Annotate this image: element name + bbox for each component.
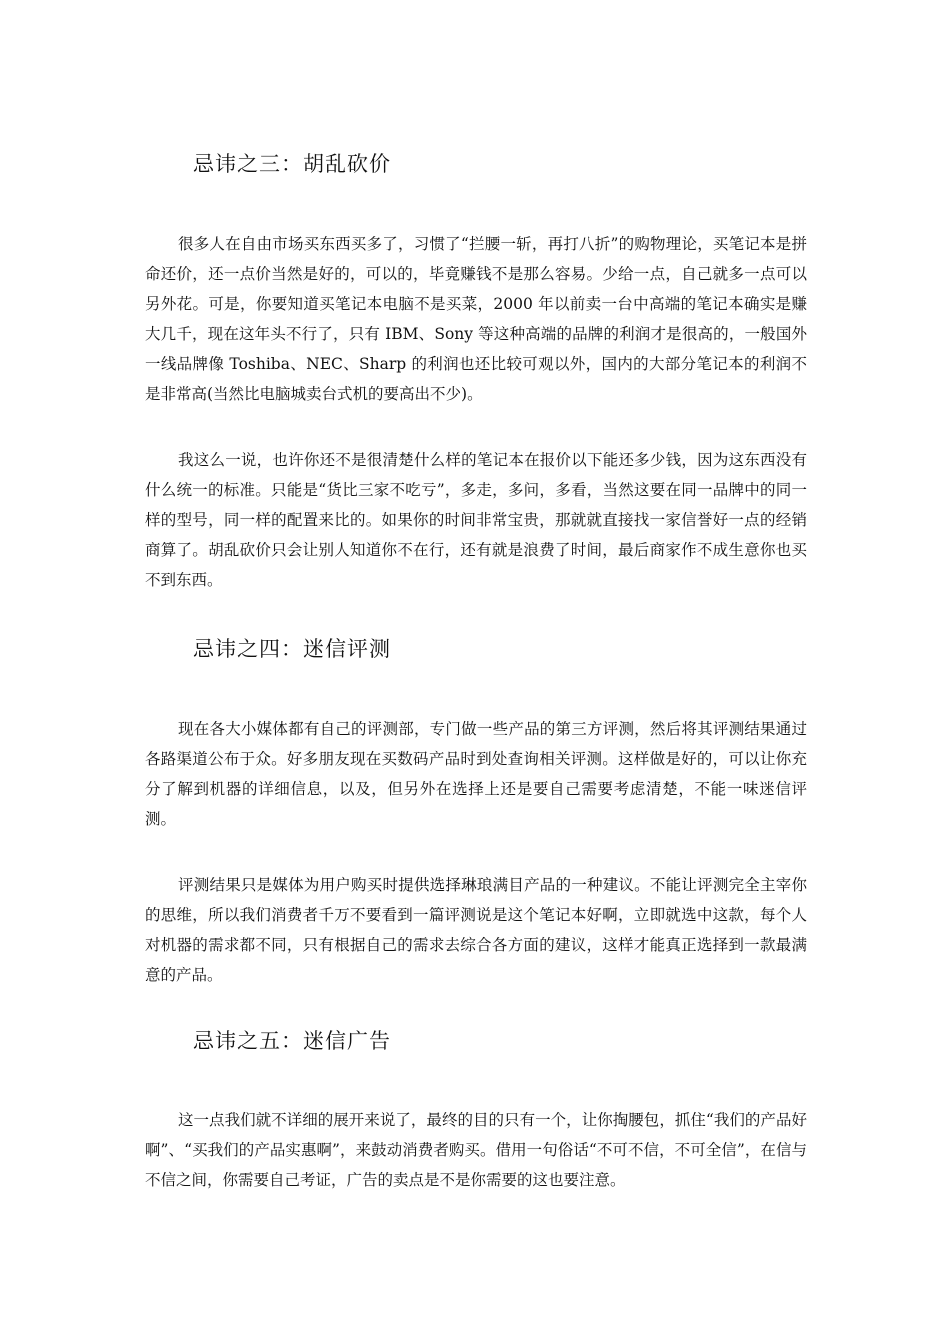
paragraph: 现在各大小媒体都有自己的评测部，专门做一些产品的第三方评测，然后将其评测结果通过各路渠道公布于众。好多朋友现在买数码产品时到处查询相关评测。这样做是好的，可以让你充分了解到机器的详细信息，以及，但另外在选择上还是要自己需要考虑清楚，不能一味迷信评测。 <box>145 720 807 828</box>
section-heading-taboo-3: 忌讳之三：胡乱砍价 <box>193 152 391 176</box>
paragraph: 这一点我们就不详细的展开来说了，最终的目的只有一个，让你掏腰包，抓住“我们的产品好啊”、“买我们的产品实惠啊”，来鼓动消费者购买。借用一句俗话“不可不信，不可全信”，在信与不信之间，你需要自己考证，广告的卖点是不是你需要的这也要注意。 <box>145 1111 807 1189</box>
paragraph: 很多人在自由市场买东西买多了，习惯了“拦腰一斩，再打八折”的购物理论，买笔记本是拼命还价，还一点价当然是好的，可以的，毕竟赚钱不是那么容易。少给一点，自己就多一点可以另外花。可是，你要知道买笔记本电脑不是买菜，2000 年以前卖一台中高端的笔记本确实是赚大几千，现在这年头不行了，只有 IBM、Sony 等这种高端的品牌的利润才是很高的，一般国外一线品牌像 Toshiba、NEC、Sharp 的利润也还比较可观以外，国内的大部分笔记本的利润不是非常高(当然比电脑城卖台式机的要高出不少)。 <box>145 235 807 403</box>
section-heading-taboo-4: 忌讳之四：迷信评测 <box>193 637 391 661</box>
paragraph: 评测结果只是媒体为用户购买时提供选择琳琅满目产品的一种建议。不能让评测完全主宰你的思维，所以我们消费者千万不要看到一篇评测说是这个笔记本好啊，立即就选中这款，每个人对机器的需求都不同，只有根据自己的需求去综合各方面的建议，这样才能真正选择到一款最满意的产品。 <box>145 876 807 984</box>
section-heading-taboo-5: 忌讳之五：迷信广告 <box>193 1029 391 1053</box>
paragraph: 我这么一说，也许你还不是很清楚什么样的笔记本在报价以下能还多少钱，因为这东西没有什么统一的标准。只能是“货比三家不吃亏”，多走，多问，多看，当然这要在同一品牌中的同一样的型号，同一样的配置来比的。如果你的时间非常宝贵，那就就直接找一家信誉好一点的经销商算了。胡乱砍价只会让别人知道你不在行，还有就是浪费了时间，最后商家作不成生意你也买不到东西。 <box>145 451 807 589</box>
